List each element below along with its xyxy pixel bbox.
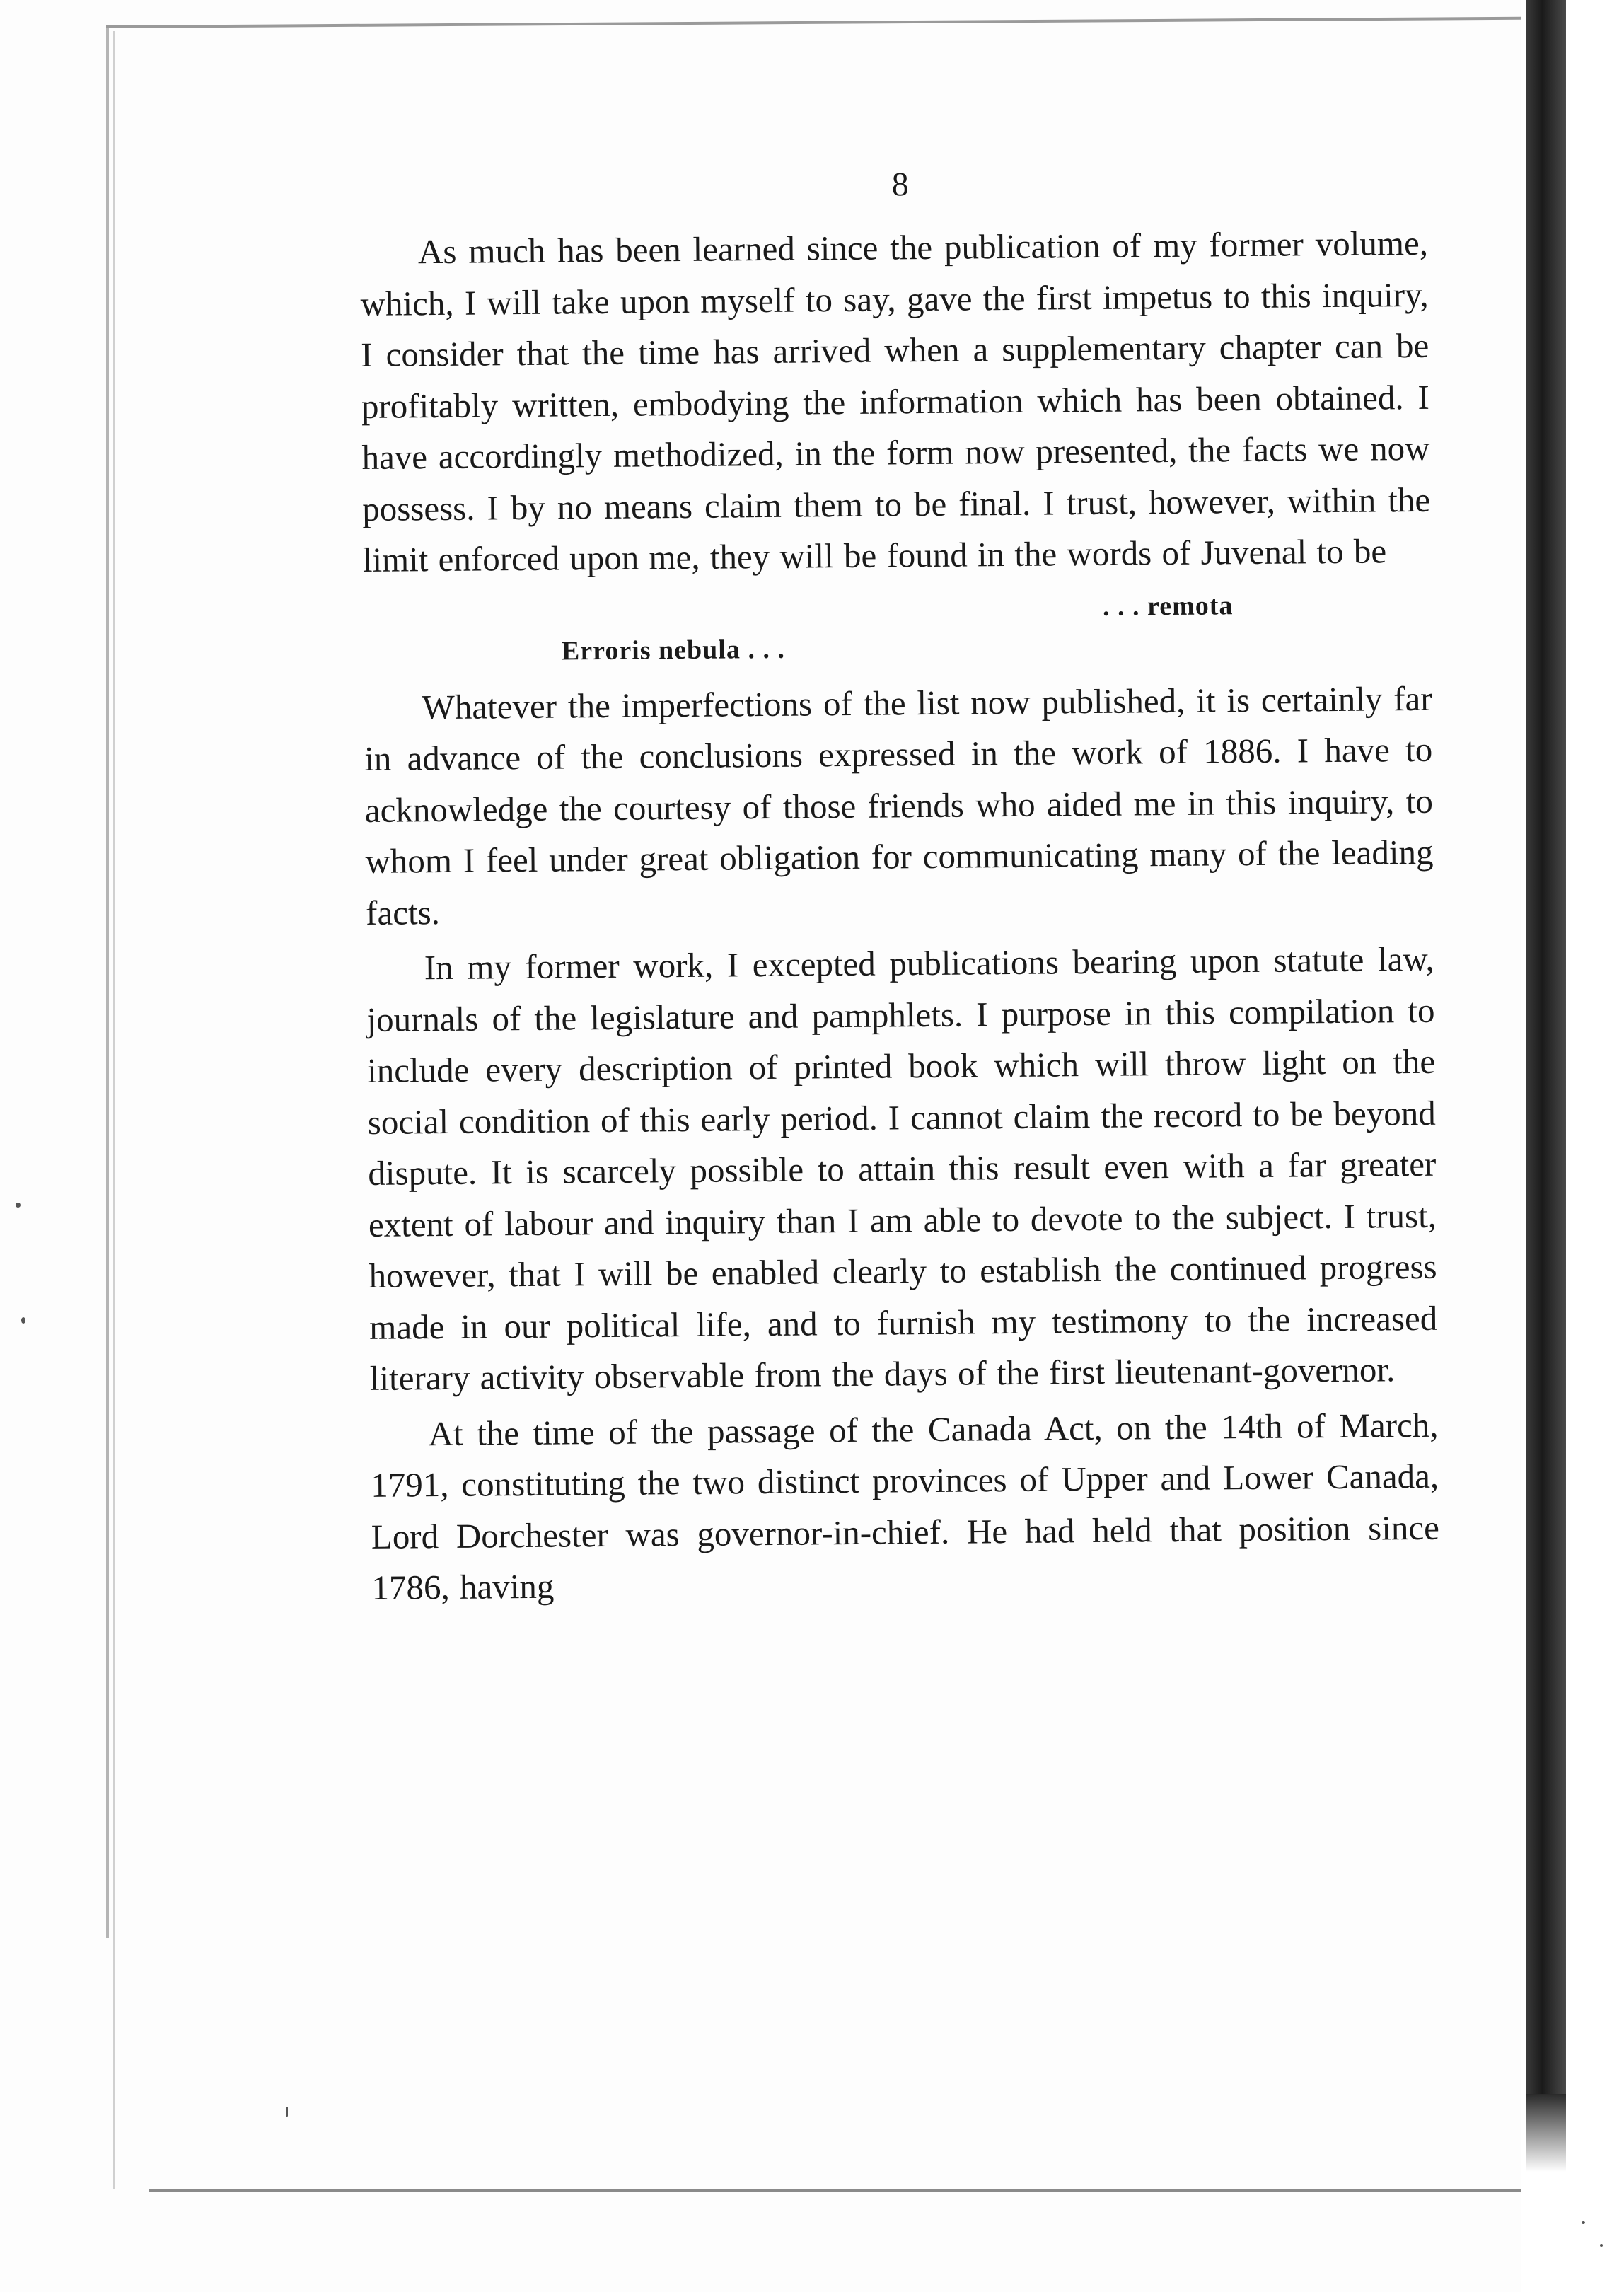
page-edge-bottom	[149, 2189, 1535, 2192]
page-edge-top	[106, 17, 1521, 28]
paragraph-2: Whatever the imperfections of the list now published, it is certainly far in advance of the conclusions expressed in the work of 1886. I have to acknowledge the courtesy of those friends who aided me in this inquiry, to whom I feel under great obligation for communicating many of the leading facts.	[364, 678, 1434, 932]
scan-speck	[1600, 2244, 1603, 2247]
paragraph-3: In my former work, I excepted publications bearing upon statute law, journals of the legislature and pamphlets. I purpose in this compilation to include every description of printed book which will throw light on the social condition of this early period. I cannot claim the record to be beyond dispute. It is scarcely possible to attain this result even with a far greater extent of labour and inquiry than I am able to devote to the subject. I trust, however, that I will be enabled clearly to establish the continued progress made in our political life, and to furnish my testimony to the increased literary activity observable from the days of the first lieutenant-governor.	[366, 939, 1438, 1398]
page-text-block	[359, 161, 1440, 1614]
page-edge-left	[106, 28, 109, 1938]
scan-speck	[1582, 2221, 1585, 2224]
scan-speck	[286, 2107, 288, 2117]
binding-shadow-fade	[1526, 2094, 1566, 2172]
page-inner-edge	[113, 31, 115, 2189]
page-number: 8	[891, 166, 910, 204]
binding-shadow	[1526, 0, 1566, 2094]
scan-speck	[16, 1203, 21, 1208]
latin-quote-line-2: Erroris nebula . . .	[561, 634, 786, 666]
scan-speck	[21, 1317, 25, 1324]
paragraph-1: As much has been learned since the publication of my former volume, which, I will take upon myself to say, gave the first impetus to this inquiry, I consider that the time has arrived when a supplementary chapter can be profitably written, embodying the information which has been obtained. I have accordingly methodized, in the form now presented, the facts we now possess. I by no means claim them to be final. I trust, however, within the limit enforced upon me, they will be found in the words of Juvenal to be	[360, 223, 1431, 579]
latin-quote-line-1: . . . remota	[1102, 590, 1234, 622]
paragraph-4: At the time of the passage of the Canada Act, on the 14th of March, 1791, constituting the two distinct provinces of Upper and Lower Canada, Lord Dorchester was governor-in-chief. He had held that position since 1786, having	[370, 1405, 1440, 1607]
